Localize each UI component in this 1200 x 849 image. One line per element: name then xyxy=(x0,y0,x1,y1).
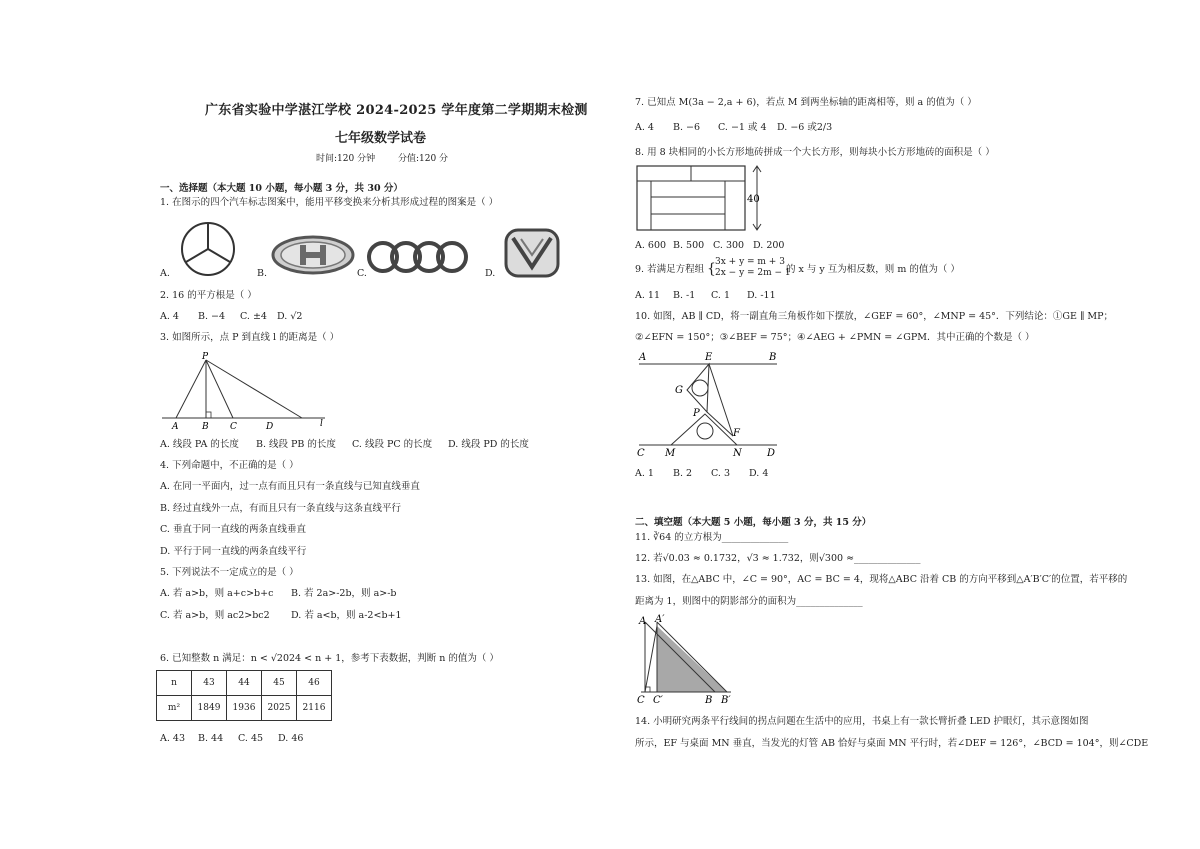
q8-option-d: D. 200 xyxy=(753,240,785,251)
table-cell: 43 xyxy=(192,671,227,696)
table-cell: 2116 xyxy=(297,696,332,721)
q1-option-c: C. xyxy=(357,268,367,279)
q4-option-c: C. 垂直于同一直线的两条直线垂直 xyxy=(160,524,306,535)
q8-figure xyxy=(635,164,775,234)
q9-system-brace: { xyxy=(707,261,716,277)
q10-label-m: M xyxy=(665,448,676,459)
table-cell: 2025 xyxy=(262,696,297,721)
q8-option-a: A. 600 xyxy=(635,240,667,251)
table-cell: 45 xyxy=(262,671,297,696)
q5-text: 5. 下列说法不一定成立的是（ ） xyxy=(160,567,299,578)
q10-option-a: A. 1 xyxy=(635,468,654,479)
q13-figure xyxy=(635,612,745,706)
q6-text: 6. 已知整数 n 满足：n < √2024 < n + 1，参考下表数据，判断 n 的值为（ ） xyxy=(160,653,499,664)
q1-text: 1. 在图示的四个汽车标志图案中，能用平移变换来分析其形成过程的图案是（ ） xyxy=(160,197,499,208)
table-cell: 46 xyxy=(297,671,332,696)
q4-option-b: B. 经过直线外一点，有而且只有一条直线与这条直线平行 xyxy=(160,503,402,514)
exam-meta: 时间:120 分钟 分值:120 分 xyxy=(316,154,449,164)
q2-text: 2. 16 的平方根是（ ） xyxy=(160,290,257,301)
q8-option-b: B. 500 xyxy=(673,240,705,251)
q3-label-c: C xyxy=(230,422,237,432)
q2-option-d: D. √2 xyxy=(277,311,303,322)
q3-figure xyxy=(160,350,335,432)
q10-label-g: G xyxy=(675,385,683,396)
q10-label-d: D xyxy=(767,448,776,459)
q2-option-c: C. ±4 xyxy=(240,311,267,322)
q3-label-p: P xyxy=(202,352,209,362)
q3-text: 3. 如图所示，点 P 到直线 l 的距离是（ ） xyxy=(160,332,340,343)
q10-label-n: N xyxy=(733,448,742,459)
q7-option-b: B. −6 xyxy=(673,122,701,133)
q13-label-a-prime: A′ xyxy=(655,614,665,625)
changan-logo-icon xyxy=(503,227,561,279)
q5-option-b: B. 若 2a>-2b，则 a>-b xyxy=(291,588,397,599)
section2-heading: 二、填空题（本大题 5 小题，每小题 3 分，共 15 分） xyxy=(635,517,872,528)
q13-label-b-prime: B′ xyxy=(721,695,731,706)
mercedes-logo-icon xyxy=(180,220,236,278)
q2-option-a: A. 4 xyxy=(160,311,179,322)
q4-option-d: D. 平行于同一直线的两条直线平行 xyxy=(160,546,307,557)
hyundai-logo-icon xyxy=(270,234,356,276)
q3-option-b: B. 线段 PB 的长度 xyxy=(256,439,336,450)
q9-option-c: C. 1 xyxy=(711,290,731,301)
q9-text-after: 的 x 与 y 互为相反数，则 m 的值为（ ） xyxy=(786,264,960,275)
q13-label-b: B xyxy=(705,695,713,706)
table-cell: 1849 xyxy=(192,696,227,721)
q3-option-a: A. 线段 PA 的长度 xyxy=(160,439,239,450)
q3-label-a: A xyxy=(172,422,179,432)
q5-option-d: D. 若 a<b，则 a-2<b+1 xyxy=(291,610,402,621)
q10-text-line2: ②∠EFN = 150°；③∠BEF = 75°；④∠AEG + ∠PMN = ∠GPM．其中正确的个数是（ ） xyxy=(635,332,1035,343)
q9-text-before: 9. 若满足方程组 xyxy=(635,264,705,275)
table-cell: n xyxy=(157,671,192,696)
q6-option-c: C. 45 xyxy=(238,733,264,744)
q14-text-line2: 所示，EF 与桌面 MN 垂直，当发光的灯管 AB 恰好与桌面 MN 平行时，若∠DEF = 126°，∠BCD = 104°，则∠CDE xyxy=(635,738,1149,749)
q4-text: 4. 下列命题中，不正确的是（ ） xyxy=(160,460,299,471)
q5-option-a: A. 若 a>b，则 a+c>b+c xyxy=(160,588,274,599)
section1-heading: 一、选择题（本大题 10 小题，每小题 3 分，共 30 分） xyxy=(160,183,403,194)
q10-label-e: E xyxy=(705,352,713,363)
q7-option-d: D. −6 或2/3 xyxy=(777,122,833,133)
q13-label-a: A xyxy=(639,616,647,627)
q13-label-c-prime: C′ xyxy=(653,695,663,706)
q3-option-c: C. 线段 PC 的长度 xyxy=(352,439,433,450)
q12-text: 12. 若√0.03 ≈ 0.1732，√3 ≈ 1.732，则√300 ≈______________ xyxy=(635,553,921,564)
q6-option-b: B. 44 xyxy=(198,733,224,744)
q7-text: 7. 已知点 M(3a − 2,a + 6)，若点 M 到两坐标轴的距离相等，则 a 的值为（ ） xyxy=(635,97,977,108)
q10-label-a: A xyxy=(639,352,647,363)
q8-text: 8. 用 8 块相同的小长方形地砖拼成一个大长方形，则每块小长方形地砖的面积是（ ） xyxy=(635,147,995,158)
q9-option-d: D. -11 xyxy=(747,290,776,301)
q7-option-a: A. 4 xyxy=(635,122,654,133)
q10-text-line1: 10. 如图，AB ∥ CD，将一副直角三角板作如下摆放，∠GEF = 60°，∠MNP = 45°．下列结论：①GE ∥ MP； xyxy=(635,311,1113,322)
q1-option-a: A. xyxy=(160,268,170,279)
q5-option-c: C. 若 a>b，则 ac2>bc2 xyxy=(160,610,270,621)
q7-option-c: C. −1 或 4 xyxy=(718,122,767,133)
q10-label-c: C xyxy=(637,448,645,459)
q6-option-d: D. 46 xyxy=(278,733,304,744)
q3-label-d: D xyxy=(266,422,274,432)
audi-logo-icon xyxy=(365,240,471,274)
q9-equation-1: 3x + y = m + 3 xyxy=(715,257,785,267)
q10-label-f: F xyxy=(733,428,740,439)
q8-dimension-label: 40 xyxy=(747,194,760,205)
q9-equation-2: 2x − y = 2m − 1 xyxy=(715,268,791,278)
q4-option-a: A. 在同一平面内，过一点有而且只有一条直线与已知直线垂直 xyxy=(160,481,420,492)
q10-option-b: B. 2 xyxy=(673,468,693,479)
table-row xyxy=(157,696,332,721)
q6-table xyxy=(156,670,332,721)
q13-label-c: C xyxy=(637,695,645,706)
exam-title: 广东省实验中学湛江学校 2024-2025 学年度第二学期期末检测 xyxy=(205,103,588,118)
q2-option-b: B. −4 xyxy=(198,311,226,322)
table-cell: m² xyxy=(157,696,192,721)
q10-label-b: B xyxy=(769,352,777,363)
q10-label-p: P xyxy=(693,408,700,419)
q1-option-b: B. xyxy=(257,268,268,279)
q3-option-d: D. 线段 PD 的长度 xyxy=(448,439,529,450)
table-cell: 44 xyxy=(227,671,262,696)
q13-text-line2: 距离为 1，则图中的阴影部分的面积为______________ xyxy=(635,596,863,607)
q10-option-d: D. 4 xyxy=(749,468,769,479)
q10-figure xyxy=(635,348,785,460)
q8-option-c: C. 300 xyxy=(713,240,745,251)
table-cell: 1936 xyxy=(227,696,262,721)
q1-option-d: D. xyxy=(485,268,496,279)
q3-label-b: B xyxy=(202,422,209,432)
q9-option-b: B. -1 xyxy=(673,290,696,301)
table-row xyxy=(157,671,332,696)
q9-system xyxy=(715,257,791,279)
q11-text: 11. ∛64 的立方根为______________ xyxy=(635,532,789,543)
q14-text-line1: 14. 小明研究两条平行线间的拐点问题在生活中的应用，书桌上有一款长臂折叠 LED 护眼灯，其示意图如图 xyxy=(635,716,1089,727)
q9-option-a: A. 11 xyxy=(635,290,660,301)
q10-option-c: C. 3 xyxy=(711,468,731,479)
q6-option-a: A. 43 xyxy=(160,733,185,744)
q3-label-l: l xyxy=(320,419,323,429)
q13-text-line1: 13. 如图，在△ABC 中，∠C = 90°，AC = BC = 4，现将△ABC 沿着 CB 的方向平移到△A′B′C′的位置，若平移的 xyxy=(635,574,1128,585)
exam-subtitle: 七年级数学试卷 xyxy=(335,131,427,146)
